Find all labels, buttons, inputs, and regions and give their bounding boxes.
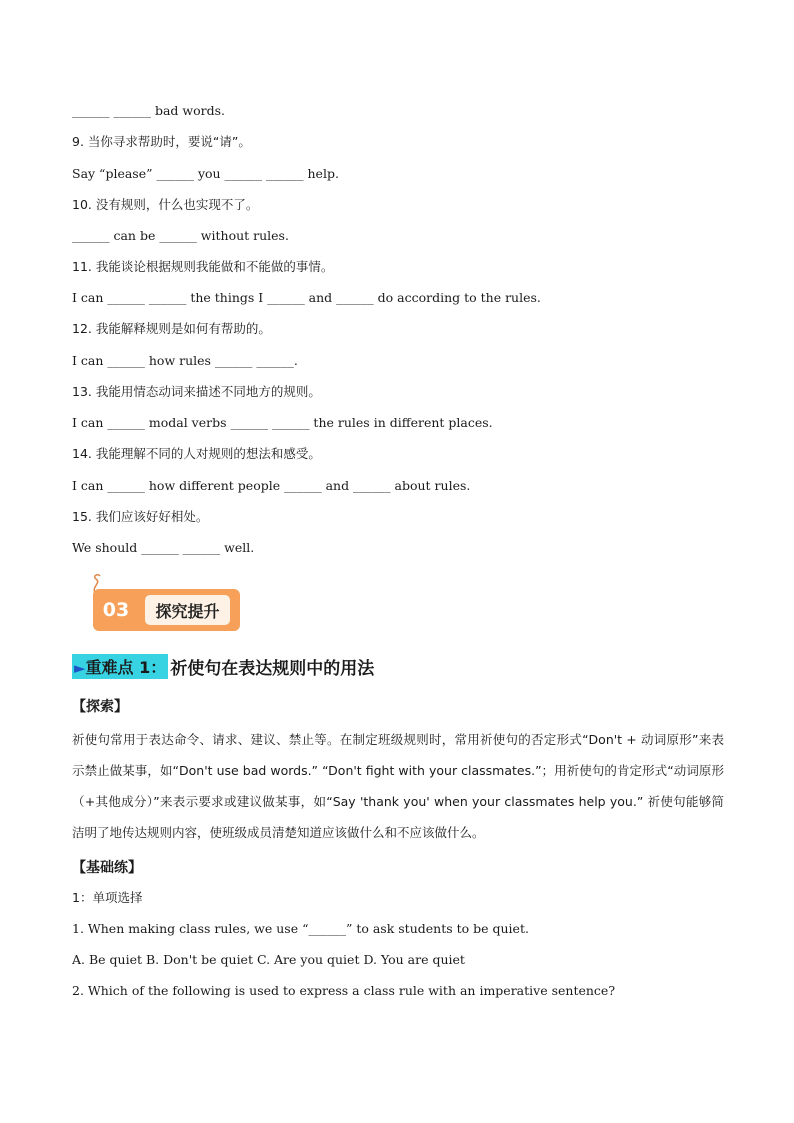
question-text: 1. When making class rules, we use “______” to ask students to be quiet. <box>72 921 529 936</box>
question-text: 2. Which of the following is used to express a class rule with an imperative sentence? <box>72 983 616 998</box>
explore-label: 【探索】 <box>72 699 128 715</box>
text-line: 15. 我们应该好好相处。 <box>72 509 209 524</box>
text-line: I can ______ ______ the things I ______ and ______ do according to the rules. <box>72 290 541 305</box>
text-line: I can ______ how rules ______ ______. <box>72 353 298 368</box>
heading-text: 祈使句在表达规则中的用法 <box>170 658 375 679</box>
arrow-icon: ► <box>74 658 86 677</box>
practice-label: 【基础练】 <box>72 860 142 876</box>
text-line: I can ______ modal verbs ______ ______ the rules in different places. <box>72 415 493 430</box>
text-line: 11. 我能谈论根据规则我能做和不能做的事情。 <box>72 259 334 274</box>
text-line: Say “please” ______ you ______ ______ help. <box>72 166 339 181</box>
explore-paragraph: 祈使句常用于表达命令、请求、建议、禁止等。在制定班级规则时，常用祈使句的否定形式“Don't + 动词原形”来表示禁止做某事，如“Don't use bad words.” “Don't fight with your classmates.”；用祈使句的肯定形式“动词原形（+其他成分）”来表示要求或建议做某事，如“Say 'thank you' when your classmates help you.” 祈使句能够简洁明了地传达规则内容，使班级成员清楚知道应该做什么和不应该做什么。 <box>72 732 724 840</box>
section-badge <box>93 589 240 631</box>
section-title: 探究提升 <box>155 601 220 621</box>
text-line: 12. 我能解释规则是如何有帮助的。 <box>72 321 271 336</box>
text-line: I can ______ how different people ______ and ______ about rules. <box>72 478 471 493</box>
section-number: 03 <box>102 599 130 621</box>
topic-heading <box>72 654 374 678</box>
question-section-title: 1：单项选择 <box>72 890 143 905</box>
text-line: 9. 当你寻求帮助时，要说“请”。 <box>72 134 251 149</box>
text-line: We should ______ ______ well. <box>72 540 255 555</box>
text-line: ______ ______ bad words. <box>72 103 225 118</box>
text-line: 10. 没有规则，什么也实现不了。 <box>72 197 259 212</box>
question-options: A. Be quiet B. Don't be quiet C. Are you quiet D. You are quiet <box>72 952 465 967</box>
text-line: ______ can be ______ without rules. <box>72 228 289 243</box>
text-line: 13. 我能用情态动词来描述不同地方的规则。 <box>72 384 321 399</box>
text-line: 14. 我能理解不同的人对规则的想法和感受。 <box>72 446 321 461</box>
heading-prefix: 重难点 1： <box>85 657 167 677</box>
